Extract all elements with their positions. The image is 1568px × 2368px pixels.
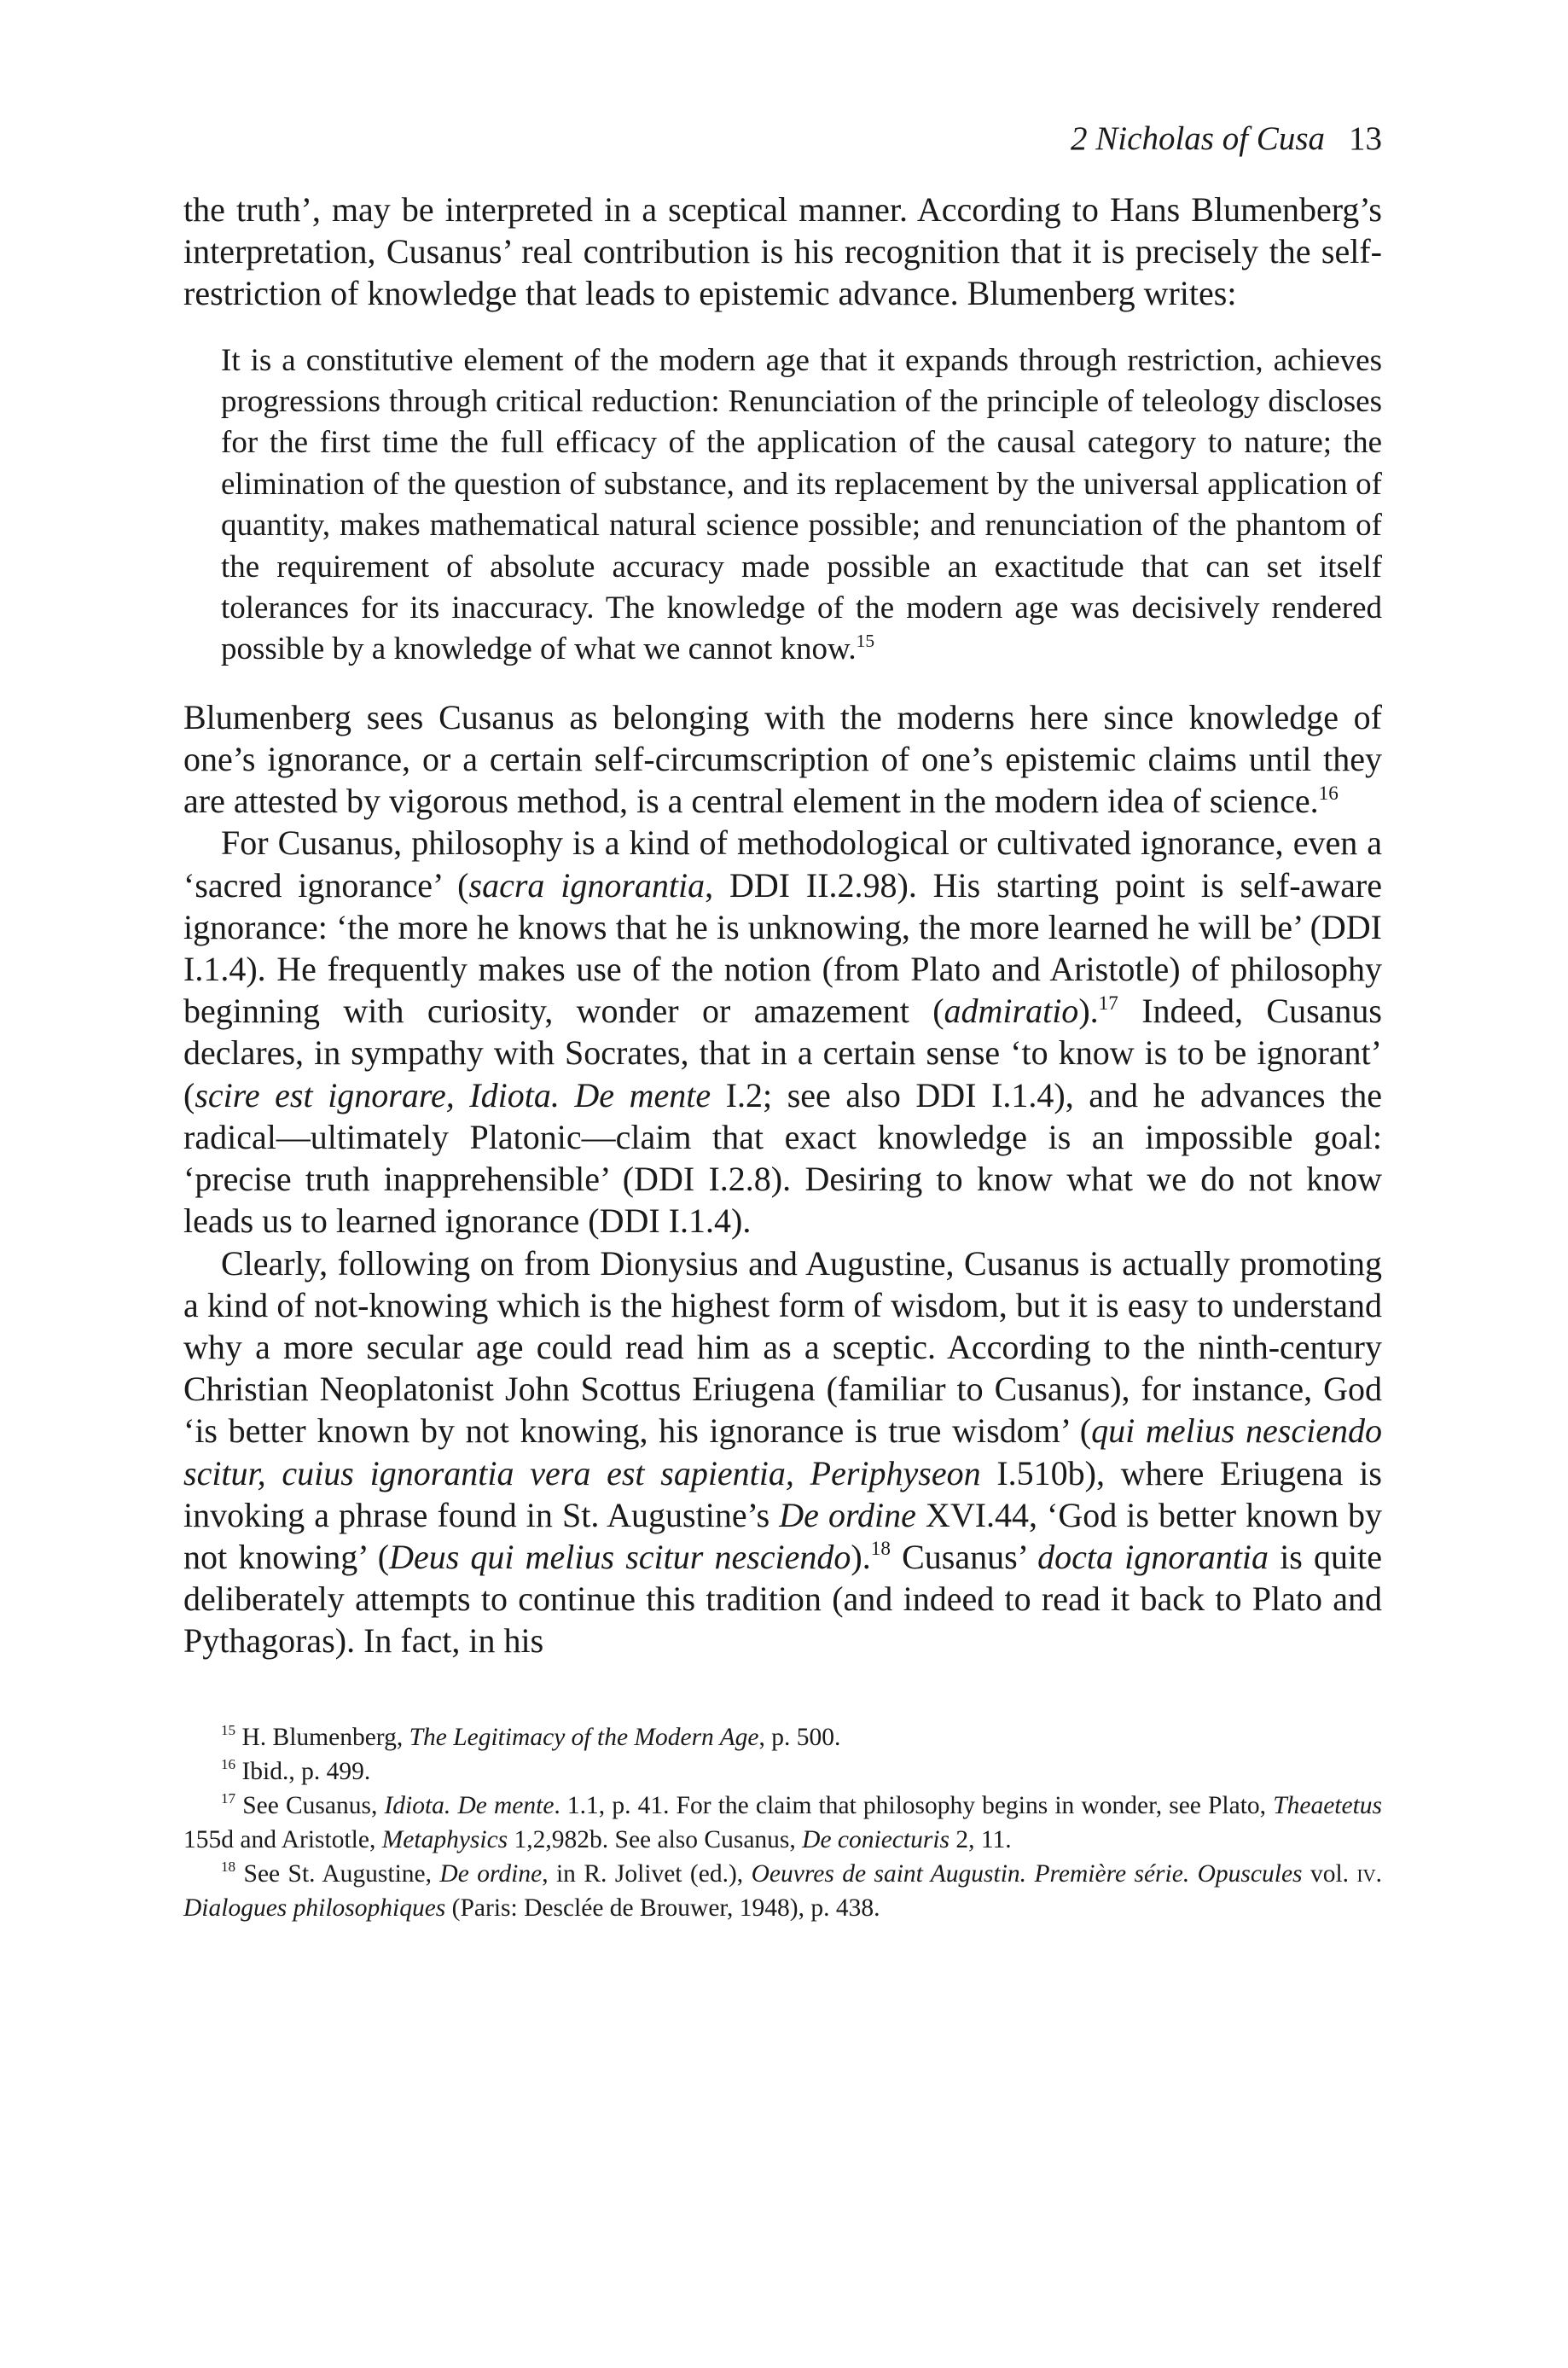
block-quote [221, 340, 1382, 671]
book-page [183, 118, 1382, 1925]
footnote-17 [183, 1789, 1382, 1857]
footnote-number: 15 [221, 1721, 236, 1738]
paragraph-text: I.510b), where Eriugena is invoking a phrase found in St. Augustine’s [183, 1453, 1382, 1534]
paragraph-2 [183, 696, 1382, 823]
work-title: De coniecturis [802, 1825, 950, 1853]
paragraph-text: Clearly, following on from Dionysius and Augustine, Cusanus is actually promoting a kind of not-knowing which is the highest form of wisdom, but it is easy to understand why a more secular age could read him as a sceptic. According to the ninth-century Christian Neoplatonist John Scottus Eriugena (familiar to Cusanus), for instance, God ‘is better known by not knowing, his ignorance is true wisdom’ ( [183, 1243, 1382, 1451]
paragraph-text: For Cusanus, philosophy is a kind of methodological or cultivated ignorance, even a ‘sacred ignorance’ ( [183, 823, 1382, 905]
footnote-number: 16 [221, 1755, 236, 1772]
footnote-ref-17[interactable]: 17 [1098, 992, 1118, 1015]
work-title: Metaphysics [381, 1825, 508, 1853]
paragraph-text: Cusanus’ [890, 1537, 1038, 1576]
footnote-text: . 1.1, p. 41. For the claim that philosophy begins in wonder, see Plato, [554, 1791, 1274, 1819]
footnote-text: See St. Augustine, [235, 1859, 440, 1888]
paragraph-text: ). [1078, 992, 1099, 1031]
footnote-number: 18 [221, 1858, 236, 1875]
footnote-text: 155d and Aristotle, [183, 1825, 382, 1853]
footnote-text: Ibid., p. 499. [235, 1757, 371, 1785]
paragraph-4 [183, 1242, 1382, 1662]
footnote-text: 1,2,982b. See also Cusanus, [508, 1825, 803, 1853]
footnotes [183, 1720, 1382, 1925]
paragraph-text: I.2; see also DDI I.1.4), and he advances the radical—ultimately Platonic—claim that exact knowledge is an impossible goal: ‘precise truth inapprehensible’ (DDI I.2.8). Desiring to know what we do not know leads us to learned ignorance (DDI I.1.4). [183, 1075, 1382, 1241]
footnote-text: , in R. Jolivet (ed.), [542, 1859, 752, 1888]
footnote-text: (Paris: Desclée de Brouwer, 1948), p. 438. [445, 1894, 880, 1922]
work-title: Theaetetus [1273, 1791, 1382, 1819]
work-title: Idiota. De mente [384, 1791, 555, 1819]
footnote-text: . [1375, 1859, 1383, 1888]
paragraph-text: is quite deliberately attempts to continue this tradition (and indeed to read it back to Plato and Pythagoras). In fact, in his [183, 1537, 1382, 1661]
footnote-ref-15[interactable]: 15 [856, 631, 875, 652]
footnote-15 [183, 1720, 1382, 1754]
paragraph-text: Blumenberg sees Cusanus as belonging with the moderns here since knowledge of one’s ignorance, or a certain self-circumscription of one’s epistemic claims until they are attested by vigorous method, is a central element in the modern idea of science. [183, 697, 1382, 821]
page-number: 13 [1349, 120, 1382, 157]
paragraph-1 [183, 189, 1382, 315]
work-title: The Legitimacy of the Modern Age [409, 1723, 759, 1751]
footnote-16 [183, 1754, 1382, 1789]
footnote-ref-18[interactable]: 18 [870, 1538, 891, 1561]
latin-term: sacra ignorantia [468, 865, 706, 905]
latin-term: scire est ignorare, Idiota. De mente [195, 1075, 711, 1114]
volume-number: iv [1356, 1859, 1376, 1888]
work-title: De ordine [779, 1495, 916, 1534]
latin-term: admiratio [944, 992, 1079, 1031]
paragraph-3 [183, 822, 1382, 1242]
footnote-text: 2, 11. [950, 1825, 1012, 1853]
latin-term: qui melius nesciendo scitur, cuius ignorantia vera est sapientia, Periphyseon [183, 1411, 1382, 1492]
paragraph-text: Indeed, Cusanus declares, in sympathy with Socrates, that in a certain sense ‘to know is to be ignorant’ ( [183, 992, 1382, 1114]
running-title: 2 Nicholas of Cusa [1071, 120, 1325, 157]
latin-term: Deus qui melius scitur nesciendo [389, 1537, 851, 1576]
footnote-ref-16[interactable]: 16 [1318, 782, 1339, 805]
footnote-text: vol. [1302, 1859, 1357, 1888]
main-text [183, 189, 1382, 1662]
work-title: Dialogues philosophiques [183, 1894, 446, 1922]
footnote-text: H. Blumenberg, [235, 1723, 409, 1751]
paragraph-text: the truth’, may be interpreted in a sceptical manner. According to Hans Blumenberg’s interpretation, Cusanus’ real contribution is his recognition that it is precisely the self-restriction of knowledge that leads to epistemic advance. Blumenberg writes: [183, 190, 1382, 313]
footnote-number: 17 [221, 1789, 236, 1807]
paragraph-text: ). [851, 1537, 871, 1576]
latin-term: docta ignorantia [1037, 1537, 1269, 1576]
work-title: De ordine [439, 1859, 543, 1888]
footnote-text: See Cusanus, [235, 1791, 385, 1819]
work-title: Oeuvres de saint Augustin. Première série. Opuscules [751, 1859, 1303, 1888]
quote-text [221, 340, 1382, 671]
paragraph-text: XVI.44, ‘God is better known by not knowing’ ( [183, 1495, 1383, 1576]
paragraph-text: , DDI II.2.98). His starting point is self-aware ignorance: ‘the more he knows that he is unknowing, the more learned he will be’ (DDI I.1.4). He frequently makes use of the notion (from Plato and Aristotle) of philosophy beginning with curiosity, wonder or amazement ( [183, 865, 1382, 1031]
running-head [183, 118, 1382, 160]
quote-body: It is a constitutive element of the modern age that it expands through restriction, achieves progressions through critical reduction: Renunciation of the principle of teleology discloses for the first time the full efficacy of the application of the causal category to nature; the elimination of the question of substance, and its replacement by the universal application of quantity, makes mathematical natural science possible; and renunciation of the phantom of the requirement of absolute accuracy made possible an exactitude that can set itself tolerances for its inaccuracy. The knowledge of the modern age was decisively rendered possible by a knowledge of what we cannot know. [221, 342, 1382, 667]
footnote-18 [183, 1857, 1382, 1925]
footnote-text: , p. 500. [758, 1723, 841, 1751]
